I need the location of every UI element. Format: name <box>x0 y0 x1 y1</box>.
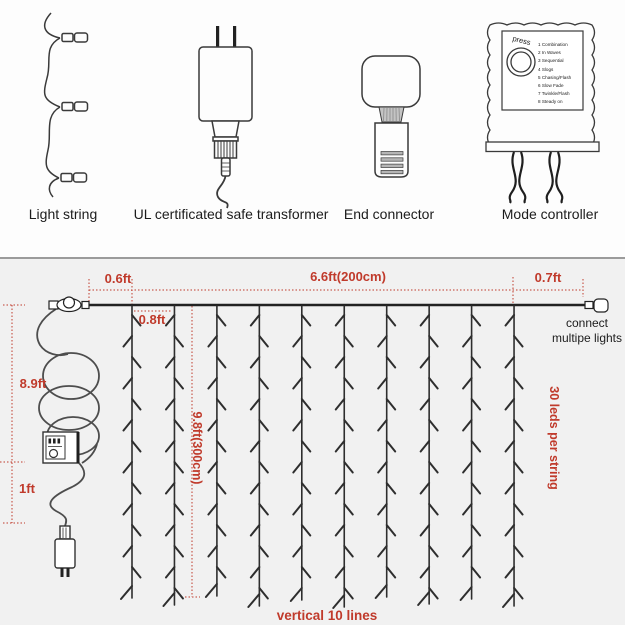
light-drop-segment <box>472 483 481 494</box>
light-drop-segment <box>124 504 133 515</box>
light-drop-segment <box>421 483 430 494</box>
dim-height: 9.8ft(300cm) <box>190 411 204 485</box>
light-drop-segment <box>302 525 311 536</box>
light-drop-segment <box>217 567 226 578</box>
light-drop-segment <box>174 462 183 473</box>
light-drop-segment <box>302 357 311 368</box>
mode-item: 3 Sequential <box>538 58 564 64</box>
light-drop-segment <box>378 420 387 431</box>
light-drop-segment <box>336 483 345 494</box>
svg-text:press: press <box>511 33 532 48</box>
light-drop-segment <box>166 525 175 536</box>
dim-drop-spacing: 0.8ft <box>138 312 166 327</box>
light-drop-segment <box>251 567 260 578</box>
light-drop-segment <box>344 378 353 389</box>
light-drop-segment <box>463 336 472 347</box>
light-drop-segment <box>208 546 217 557</box>
dim-lead-wire: 8.9ft <box>19 376 47 391</box>
light-drop-segment <box>251 357 260 368</box>
mode-item: 7 Twinkle/Flash <box>538 91 570 97</box>
light-drop-segment <box>166 315 175 326</box>
transformer-label: UL certificated safe transformer <box>133 206 329 222</box>
light-drop-segment <box>302 441 311 452</box>
light-drop-segment <box>506 441 515 452</box>
light-drop-segment <box>217 483 226 494</box>
light-drop-segment <box>387 567 396 578</box>
curtain-rail <box>49 297 608 312</box>
light-drop-segment <box>344 336 353 347</box>
light-drop-segment <box>429 420 438 431</box>
light-drop-segment <box>293 546 302 557</box>
dim-right-offset: 0.7ft <box>534 270 562 285</box>
light-drop-segment <box>429 588 438 599</box>
light-drop-segment <box>506 315 515 326</box>
light-drop-segment <box>259 420 268 431</box>
light-drop-segment <box>421 357 430 368</box>
end-connector-drawing <box>362 56 420 177</box>
light-drop-segment <box>251 525 260 536</box>
light-drop-segment <box>344 504 353 515</box>
light-drop-segment <box>132 567 141 578</box>
transformer-drawing <box>199 26 252 208</box>
light-drop-segment <box>132 357 141 368</box>
light-drop-segment <box>174 504 183 515</box>
light-drop-segment <box>463 462 472 473</box>
light-drop-segment <box>166 567 175 578</box>
light-drop-segment <box>378 504 387 515</box>
mode-item: 2 In Waves <box>538 50 561 56</box>
dim-left-offset: 0.6ft <box>104 271 132 286</box>
connect-note <box>552 316 622 346</box>
leds-per-string-note: 30 leds per string <box>547 386 561 490</box>
light-drop-segment <box>506 525 515 536</box>
light-drop-segment <box>506 483 515 494</box>
light-drop-segment <box>174 420 183 431</box>
light-drop-segment <box>378 546 387 557</box>
light-drop-segment <box>217 357 226 368</box>
light-drop-segment <box>514 462 523 473</box>
light-drop-segment <box>124 462 133 473</box>
light-drop-segment <box>217 315 226 326</box>
light-drop-segment <box>132 525 141 536</box>
light-drop-segment <box>376 585 387 598</box>
light-drop-segment <box>174 336 183 347</box>
mode-item: 6 Slow Fade <box>538 83 564 89</box>
light-drop-segment <box>302 399 311 410</box>
light-drop-segment <box>387 525 396 536</box>
light-drop-segment <box>132 483 141 494</box>
light-drop-segment <box>217 399 226 410</box>
light-drop-segment <box>514 546 523 557</box>
light-drop-segment <box>248 594 259 607</box>
light-drop-segment <box>463 504 472 515</box>
light-drop-segment <box>251 441 260 452</box>
light-drop-segment <box>463 378 472 389</box>
light-drop-segment <box>293 504 302 515</box>
light-drop-segment <box>344 420 353 431</box>
light-drop-segment <box>166 357 175 368</box>
light-drop-segment <box>124 378 133 389</box>
light-drop-segment <box>421 525 430 536</box>
light-drop-segment <box>174 546 183 557</box>
light-drop-segment <box>166 483 175 494</box>
light-drop-segment <box>293 336 302 347</box>
light-drop-segment <box>336 357 345 368</box>
light-drop-segment <box>387 483 396 494</box>
light-drop-segment <box>463 420 472 431</box>
light-drop-segment <box>124 336 133 347</box>
light-drop-segment <box>514 378 523 389</box>
light-drop-segment <box>387 357 396 368</box>
light-drop-segment <box>472 567 481 578</box>
light-drop-segment <box>344 546 353 557</box>
light-drop-segment <box>387 315 396 326</box>
light-drop-segment <box>293 378 302 389</box>
light-drop-segment <box>514 588 523 599</box>
light-drop-segment <box>132 441 141 452</box>
dimension-lines <box>0 277 583 597</box>
light-drop-segment <box>429 546 438 557</box>
light-drop-segment <box>259 588 268 599</box>
end-connector-label: End connector <box>343 206 435 222</box>
light-drop-segment <box>336 399 345 410</box>
light-drop-segment <box>259 336 268 347</box>
light-drop-segment <box>421 315 430 326</box>
light-drop-segment <box>217 525 226 536</box>
light-drop-segment <box>259 462 268 473</box>
light-drop-segment <box>121 586 132 599</box>
light-drop-segment <box>124 420 133 431</box>
light-drop-segment <box>251 315 260 326</box>
light-drop-segment <box>429 378 438 389</box>
light-drop-segment <box>472 315 481 326</box>
light-drop-segment <box>166 399 175 410</box>
light-drop-segment <box>259 546 268 557</box>
controller-wires <box>510 152 563 203</box>
light-drop-segment <box>421 441 430 452</box>
light-drop-segment <box>506 399 515 410</box>
light-drop-segment <box>429 336 438 347</box>
mode-list <box>538 41 584 107</box>
light-drop-segment <box>418 592 429 605</box>
light-drop-segment <box>251 399 260 410</box>
light-drop-segment <box>506 567 515 578</box>
light-drop-segment <box>387 441 396 452</box>
mode-controller-label: Mode controller <box>501 206 599 222</box>
light-drop-segment <box>251 483 260 494</box>
light-drop-segment <box>472 441 481 452</box>
light-drop-segment <box>472 399 481 410</box>
mode-item: 1 Combination <box>538 42 568 47</box>
light-drop-segment <box>336 567 345 578</box>
light-drop-segment <box>163 593 174 606</box>
light-drop-segment <box>132 399 141 410</box>
light-drop-segment <box>429 504 438 515</box>
light-string-label: Light string <box>28 206 98 222</box>
mode-item: 4 Slogs <box>538 66 554 72</box>
light-drop-segment <box>174 378 183 389</box>
light-string-drawing <box>45 13 88 197</box>
light-drop-segment <box>506 357 515 368</box>
light-drop-segment <box>378 378 387 389</box>
light-drop-segment <box>421 399 430 410</box>
light-drop-segment <box>208 420 217 431</box>
light-drop-segment <box>166 441 175 452</box>
light-drop-segment <box>336 441 345 452</box>
light-drop-segment <box>336 525 345 536</box>
light-drop-segment <box>378 336 387 347</box>
light-drop-segment <box>421 567 430 578</box>
light-drop-segment <box>333 595 344 608</box>
light-drop-segment <box>259 504 268 515</box>
connect-note-line2: multipe lights <box>551 331 623 345</box>
ac-plug <box>55 526 75 577</box>
light-drop-segment <box>344 462 353 473</box>
light-drop-segment <box>293 462 302 473</box>
light-drop-segment <box>208 504 217 515</box>
light-drop-segment <box>514 336 523 347</box>
light-drop-segment <box>461 587 472 600</box>
dim-width: 6.6ft(200cm) <box>310 269 386 284</box>
mode-item: 5 Chasing/Flash <box>538 74 572 80</box>
vertical-lines-note: vertical 10 lines <box>276 608 378 623</box>
light-drop-segment <box>208 462 217 473</box>
light-drop-segment <box>378 462 387 473</box>
connect-note-line1: connect <box>565 316 609 330</box>
light-drop-segment <box>514 504 523 515</box>
light-drop-segment <box>387 399 396 410</box>
light-drop-segment <box>503 594 514 607</box>
inline-controller-box <box>43 432 78 463</box>
light-drop-segment <box>206 584 217 597</box>
power-cord <box>37 309 99 526</box>
light-drop-segment <box>174 588 183 599</box>
light-drop-segment <box>429 462 438 473</box>
light-drop-segment <box>302 315 311 326</box>
light-drop-segment <box>217 441 226 452</box>
light-drop-segment <box>302 567 311 578</box>
dim-lead-wire-bottom: 1ft <box>19 481 35 496</box>
light-drop-segment <box>514 420 523 431</box>
mode-item: 8 Steady on <box>538 99 563 105</box>
light-drops <box>121 306 523 608</box>
light-drop-segment <box>259 378 268 389</box>
light-drop-segment <box>124 546 133 557</box>
light-drop-segment <box>208 378 217 389</box>
light-drop-segment <box>336 315 345 326</box>
light-drop-segment <box>472 357 481 368</box>
light-drop-segment <box>472 525 481 536</box>
light-drop-segment <box>291 588 302 601</box>
light-drop-segment <box>208 336 217 347</box>
light-drop-segment <box>463 546 472 557</box>
light-drop-segment <box>302 483 311 494</box>
light-drop-segment <box>344 588 353 599</box>
light-drop-segment <box>293 420 302 431</box>
